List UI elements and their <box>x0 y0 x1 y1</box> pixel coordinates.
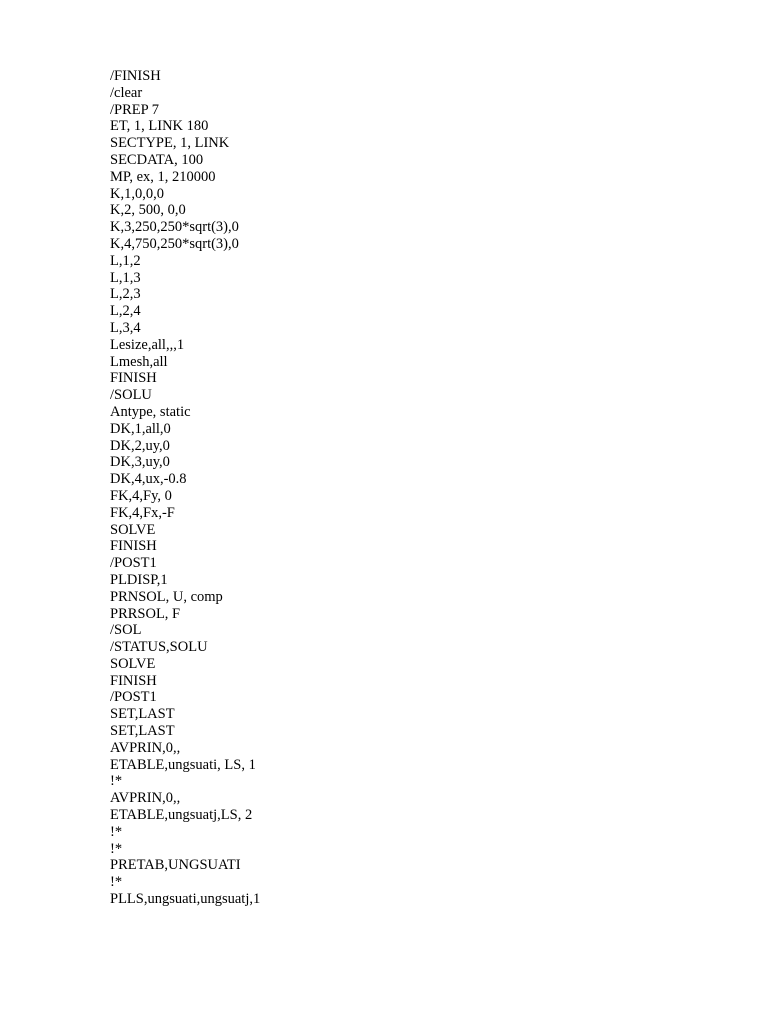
script-line: ETABLE,ungsuatj,LS, 2 <box>110 807 253 824</box>
script-line: SOLVE <box>110 655 156 672</box>
script-line: /POST1 <box>110 555 157 572</box>
script-line: FINISH <box>110 370 157 387</box>
script-line: !* <box>110 823 123 840</box>
script-line: /STATUS,SOLU <box>110 639 208 656</box>
script-line: PLDISP,1 <box>110 571 168 588</box>
script-line: AVPRIN,0,, <box>110 790 181 807</box>
script-line: SECDATA, 100 <box>110 151 204 168</box>
script-line: K,1,0,0,0 <box>110 185 164 202</box>
script-line: K,4,750,250*sqrt(3),0 <box>110 235 239 252</box>
script-line: PRNSOL, U, comp <box>110 588 223 605</box>
script-line: PRETAB,UNGSUATI <box>110 857 241 874</box>
script-line: PLLS,ungsuati,ungsuatj,1 <box>110 891 261 908</box>
script-line: ET, 1, LINK 180 <box>110 118 209 135</box>
script-line: !* <box>110 874 123 891</box>
script-line: SET,LAST <box>110 706 175 723</box>
script-line: FK,4,Fy, 0 <box>110 487 172 504</box>
script-line: /SOLU <box>110 387 152 404</box>
script-line: L,1,2 <box>110 252 141 269</box>
script-line: AVPRIN,0,, <box>110 739 181 756</box>
script-line: Lmesh,all <box>110 353 168 370</box>
script-line: Lesize,all,,,1 <box>110 336 185 353</box>
script-line: /clear <box>110 84 143 101</box>
script-line: FK,4,Fx,-F <box>110 504 175 521</box>
script-line: FINISH <box>110 538 157 555</box>
script-line: DK,4,ux,-0.8 <box>110 471 187 488</box>
script-line: /PREP 7 <box>110 101 160 118</box>
script-line: PRRSOL, F <box>110 605 181 622</box>
script-line: FINISH <box>110 672 157 689</box>
script-line: SOLVE <box>110 521 156 538</box>
script-line: /POST1 <box>110 689 157 706</box>
script-line: SECTYPE, 1, LINK <box>110 135 230 152</box>
script-line: !* <box>110 840 123 857</box>
script-line: K,2, 500, 0,0 <box>110 202 186 219</box>
script-line: /SOL <box>110 622 142 639</box>
script-line: DK,1,all,0 <box>110 420 171 437</box>
script-line: L,1,3 <box>110 269 141 286</box>
script-line: MP, ex, 1, 210000 <box>110 168 216 185</box>
script-line: SET,LAST <box>110 723 175 740</box>
script-line: Antype, static <box>110 403 191 420</box>
script-line: K,3,250,250*sqrt(3),0 <box>110 219 239 236</box>
script-line: /FINISH <box>110 68 161 84</box>
script-line: ETABLE,ungsuati, LS, 1 <box>110 756 256 773</box>
script-line: DK,2,uy,0 <box>110 437 170 454</box>
script-line: DK,3,uy,0 <box>110 454 170 471</box>
script-line: L,3,4 <box>110 319 141 336</box>
script-line: L,2,4 <box>110 303 141 320</box>
script-line: L,2,3 <box>110 286 141 303</box>
script-line: !* <box>110 773 123 790</box>
apdl-script-text <box>110 68 260 908</box>
